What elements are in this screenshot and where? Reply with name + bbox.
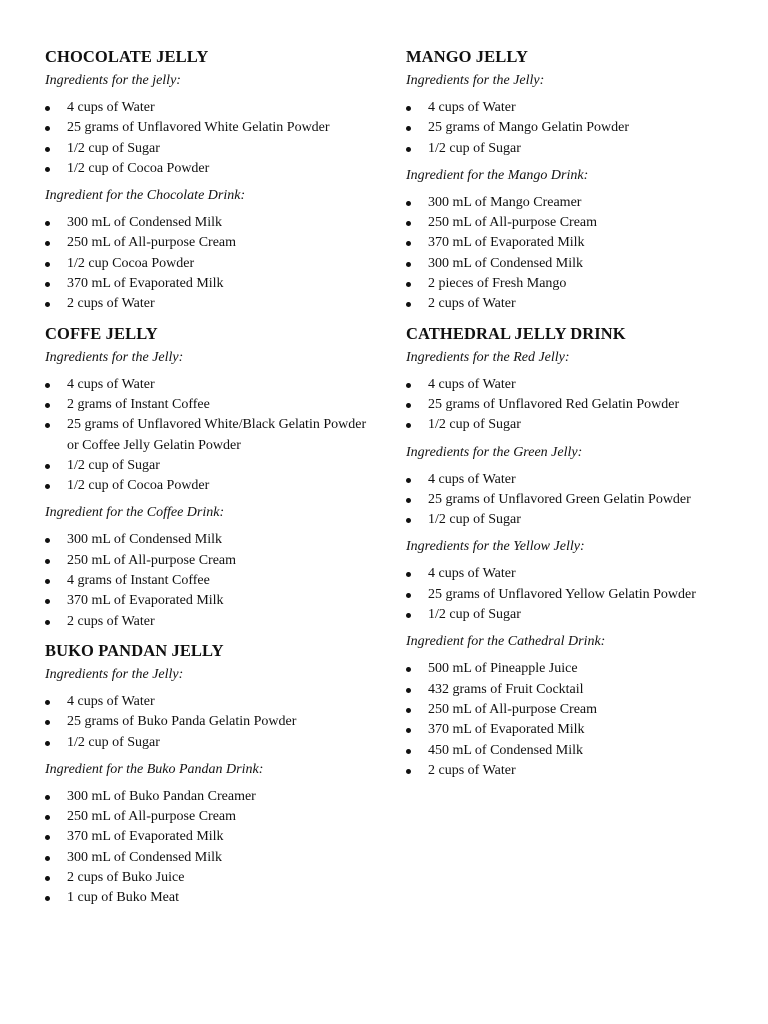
ingredient-item: 450 mL of Condensed Milk [406, 741, 746, 761]
recipe-title: BUKO PANDAN JELLY [45, 640, 224, 660]
ingredient-item: 370 mL of Evaporated Milk [406, 233, 746, 253]
ingredient-item: 1/2 cup of Sugar [406, 510, 746, 530]
ingredient-section-heading: Ingredients for the jelly: [45, 73, 181, 88]
ingredient-list [406, 375, 746, 436]
ingredient-item: 4 cups of Water [406, 98, 746, 118]
ingredient-item: 300 mL of Mango Creamer [406, 193, 746, 213]
ingredient-item: 1/2 cup of Sugar [45, 733, 375, 753]
ingredient-item: 4 grams of Instant Coffee [45, 571, 375, 591]
ingredient-section-heading: Ingredients for the Jelly: [45, 666, 184, 682]
recipe-cathedral-jelly-drink [406, 323, 746, 781]
ingredient-item: 1/2 cup of Sugar [406, 139, 746, 159]
ingredient-item: 4 cups of Water [45, 98, 375, 118]
ingredient-list [45, 530, 375, 631]
ingredient-item: 300 mL of Condensed Milk [45, 848, 375, 868]
ingredient-section-heading: Ingredient for the Coffee Drink: [45, 505, 225, 521]
ingredient-list [406, 564, 746, 625]
ingredient-item: 4 cups of Water [45, 692, 375, 712]
ingredient-item: 4 cups of Water [45, 375, 375, 395]
ingredient-item: 25 grams of Unflavored White/Black Gelatin Powder or Coffee Jelly Gelatin Powder [45, 415, 375, 456]
ingredient-section-heading: Ingredients for the Green Jelly: [406, 444, 583, 460]
ingredient-item: 500 mL of Pineapple Juice [406, 659, 746, 679]
ingredient-item: 2 cups of Water [406, 294, 746, 314]
recipe-mango-jelly [406, 46, 746, 315]
ingredient-item: 1/2 cup of Sugar [406, 415, 746, 435]
ingredient-section-heading: Ingredients for the Jelly: [45, 349, 184, 365]
ingredient-item: 370 mL of Evaporated Milk [45, 591, 375, 611]
ingredient-item: 370 mL of Evaporated Milk [406, 720, 746, 740]
ingredient-item: 2 cups of Water [406, 761, 746, 781]
ingredient-item: 370 mL of Evaporated Milk [45, 274, 375, 294]
recipe-buko-pandan-jelly [45, 640, 375, 909]
ingredient-item: 2 grams of Instant Coffee [45, 395, 375, 415]
ingredient-item: 250 mL of All-purpose Cream [45, 807, 375, 827]
left-column [45, 46, 375, 917]
ingredient-item: 432 grams of Fruit Cocktail [406, 680, 746, 700]
ingredient-item: 1 cup of Buko Meat [45, 888, 375, 908]
ingredient-item: 1/2 cup of Sugar [406, 605, 746, 625]
ingredient-section-heading: Ingredient for the Cathedral Drink: [406, 634, 606, 650]
ingredient-item: 250 mL of All-purpose Cream [406, 700, 746, 720]
ingredient-section-heading: Ingredient for the Buko Pandan Drink: [45, 761, 264, 777]
ingredient-section-heading: Ingredient for the Chocolate Drink: [45, 188, 246, 204]
ingredient-section-heading: Ingredient for the Mango Drink: [406, 167, 589, 183]
ingredient-list [45, 692, 375, 753]
ingredient-list [406, 470, 746, 531]
ingredient-item: 1/2 cup of Sugar [45, 456, 375, 476]
ingredient-item: 2 pieces of Fresh Mango [406, 274, 746, 294]
recipe-title: COFFE JELLY [45, 323, 158, 343]
ingredient-list [406, 98, 746, 159]
recipe-title: CATHEDRAL JELLY DRINK [406, 323, 626, 343]
ingredient-list [45, 213, 375, 314]
ingredient-item: 300 mL of Condensed Milk [406, 254, 746, 274]
ingredient-item: 2 cups of Buko Juice [45, 868, 375, 888]
right-column [406, 46, 746, 789]
ingredient-section-heading: Ingredients for the Yellow Jelly: [406, 539, 585, 555]
ingredient-item: 25 grams of Unflavored White Gelatin Powder [45, 118, 375, 138]
ingredient-item: 25 grams of Unflavored Yellow Gelatin Powder [406, 585, 746, 605]
ingredient-item: 250 mL of All-purpose Cream [45, 551, 375, 571]
ingredient-item: 4 cups of Water [406, 375, 746, 395]
recipe-chocolate-jelly [45, 46, 375, 315]
ingredient-item: 1/2 cup of Sugar [45, 139, 375, 159]
ingredient-item: 300 mL of Condensed Milk [45, 530, 375, 550]
ingredient-item: 25 grams of Mango Gelatin Powder [406, 118, 746, 138]
ingredient-list [45, 98, 375, 179]
ingredient-item: 300 mL of Condensed Milk [45, 213, 375, 233]
ingredient-item: 250 mL of All-purpose Cream [45, 233, 375, 253]
ingredient-item: 25 grams of Unflavored Green Gelatin Powder [406, 490, 746, 510]
ingredient-item: 25 grams of Unflavored Red Gelatin Powder [406, 395, 746, 415]
ingredient-item: 4 cups of Water [406, 564, 746, 584]
recipe-title: MANGO JELLY [406, 47, 528, 66]
ingredient-list [45, 787, 375, 909]
ingredient-item: 25 grams of Buko Panda Gelatin Powder [45, 712, 375, 732]
ingredient-list [45, 375, 375, 497]
ingredient-item: 1/2 cup of Cocoa Powder [45, 159, 375, 179]
ingredient-item: 250 mL of All-purpose Cream [406, 213, 746, 233]
recipe-coffe-jelly [45, 323, 375, 632]
ingredient-item: 1/2 cup of Cocoa Powder [45, 476, 375, 496]
ingredient-item: 2 cups of Water [45, 612, 375, 632]
recipe-title: CHOCOLATE JELLY [45, 47, 209, 66]
ingredient-item: 300 mL of Buko Pandan Creamer [45, 787, 375, 807]
ingredient-item: 1/2 cup Cocoa Powder [45, 254, 375, 274]
ingredient-section-heading: Ingredients for the Jelly: [406, 73, 545, 88]
ingredient-item: 370 mL of Evaporated Milk [45, 827, 375, 847]
ingredient-item: 2 cups of Water [45, 294, 375, 314]
ingredient-list [406, 193, 746, 315]
ingredient-section-heading: Ingredients for the Red Jelly: [406, 349, 570, 365]
ingredient-item: 4 cups of Water [406, 470, 746, 490]
ingredient-list [406, 659, 746, 781]
